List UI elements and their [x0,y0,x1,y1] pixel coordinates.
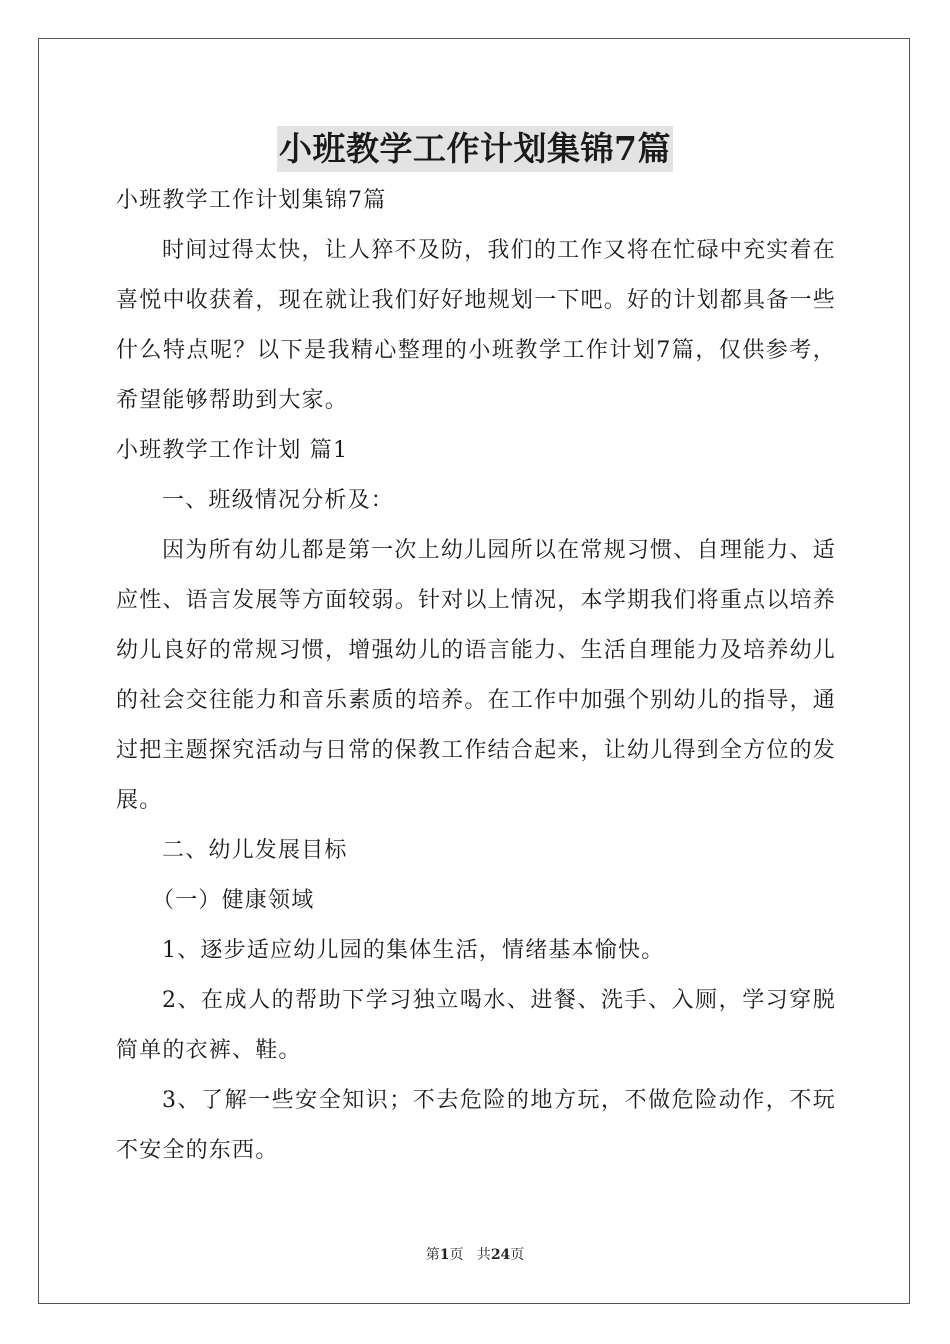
footer-page-mid: 页 共 [449,1247,491,1263]
document-body [116,176,836,1176]
subsection-heading: （一）健康领域 [152,888,315,913]
document-subtitle: 小班教学工作计划集锦7篇 [116,188,387,213]
list-item: 2、在成人的帮助下学习独立喝水、进餐、洗手、入厕，学习穿脱简单的衣裤、鞋。 [116,988,836,1063]
subsection-heading: 二、幼儿发展目标 [162,838,348,863]
list-item: 3、了解一些安全知识；不去危险的地方玩，不做危险动作，不玩不安全的东西。 [116,1088,836,1163]
document-title: 小班教学工作计划集锦7篇 [277,126,673,172]
footer-page-suffix: 页 [510,1247,525,1263]
page-footer [0,1244,950,1264]
intro-paragraph: 时间过得太快，让人猝不及防，我们的工作又将在忙碌中充实着在喜悦中收获着，现在就让我们好好地规划一下吧。好的计划都具备一些什么特点呢？以下是我精心整理的小班教学工作计划7篇，仅供参考，希望能够帮助到大家。 [116,238,836,413]
footer-page-prefix: 第 [425,1247,440,1263]
title-container [0,126,950,172]
subsection-heading: 一、班级情况分析及： [162,488,395,513]
section-heading: 小班教学工作计划 篇1 [116,438,349,463]
body-paragraph: 因为所有幼儿都是第一次上幼儿园所以在常规习惯、自理能力、适应性、语言发展等方面较弱。针对以上情况，本学期我们将重点以培养幼儿良好的常规习惯，增强幼儿的语言能力、生活自理能力及培养幼儿的社会交往能力和音乐素质的培养。在工作中加强个别幼儿的指导，通过把主题探究活动与日常的保教工作结合起来，让幼儿得到全方位的发展。 [116,538,836,813]
footer-page-total: 24 [490,1247,511,1263]
list-item: 1、逐步适应幼儿园的集体生活，情绪基本愉快。 [162,938,665,963]
footer-page-current: 1 [439,1247,450,1263]
